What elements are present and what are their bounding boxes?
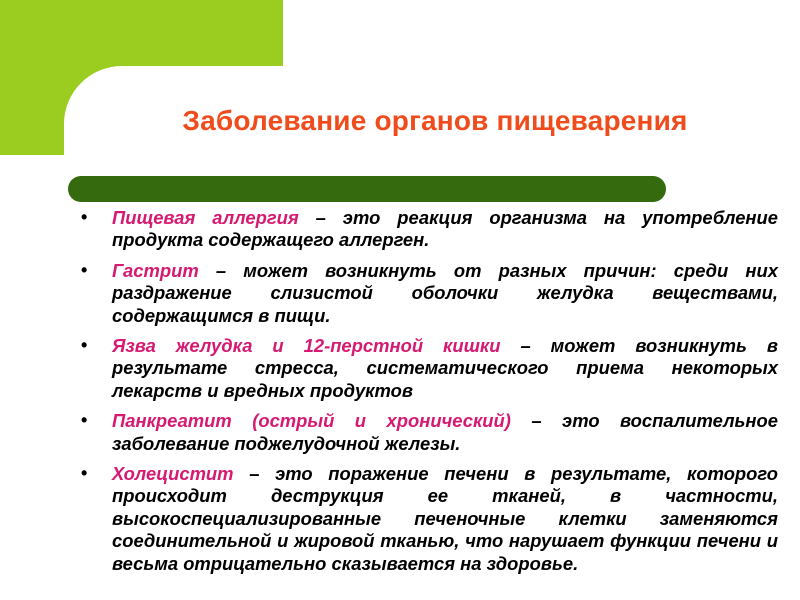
list-item <box>78 463 778 575</box>
bullet-icon: • <box>81 335 88 356</box>
bullet-icon: • <box>81 410 88 431</box>
list-item <box>78 207 778 252</box>
bullet-icon: • <box>81 207 88 227</box>
item-text: – это воспалительное заболевание поджелудочной железы. <box>112 410 778 454</box>
slide-title: Заболевание органов пищеварения <box>182 105 688 136</box>
item-term: Язва желудка и 12-перстной кишки <box>112 335 501 357</box>
item-term: Холецистит <box>112 463 234 485</box>
item-term: Панкреатит (острый и хронический) <box>112 410 511 432</box>
item-text: – может возникнуть от разных причин: среди них раздражение слизистой оболочки желудка веществами, содержащимся в пищи. <box>112 259 778 326</box>
bullet-list <box>78 207 778 583</box>
list-item <box>78 410 778 455</box>
list-item <box>78 335 778 402</box>
item-text: – это поражение печени в результате, которого происходит деструкция ее тканей, в частности, высокоспециализированные печеночные клетки заменяются соединительной и жировой тканью, что нарушает функции печени и весьма отрицательно сказывается на здоровье. <box>112 463 778 574</box>
bullet-icon: • <box>81 259 88 280</box>
item-text: – это реакция организма на употребление продукта содержащего аллерген. <box>112 207 778 251</box>
bullet-icon: • <box>81 463 88 484</box>
item-text: – может возникнуть в результате стресса, систематического приема некоторых лекарств и вредных продуктов <box>112 335 779 401</box>
list-item <box>78 260 778 327</box>
title-divider-bar <box>68 176 666 202</box>
item-term: Пищевая аллергия <box>112 207 299 228</box>
item-term: Гастрит <box>112 259 199 281</box>
